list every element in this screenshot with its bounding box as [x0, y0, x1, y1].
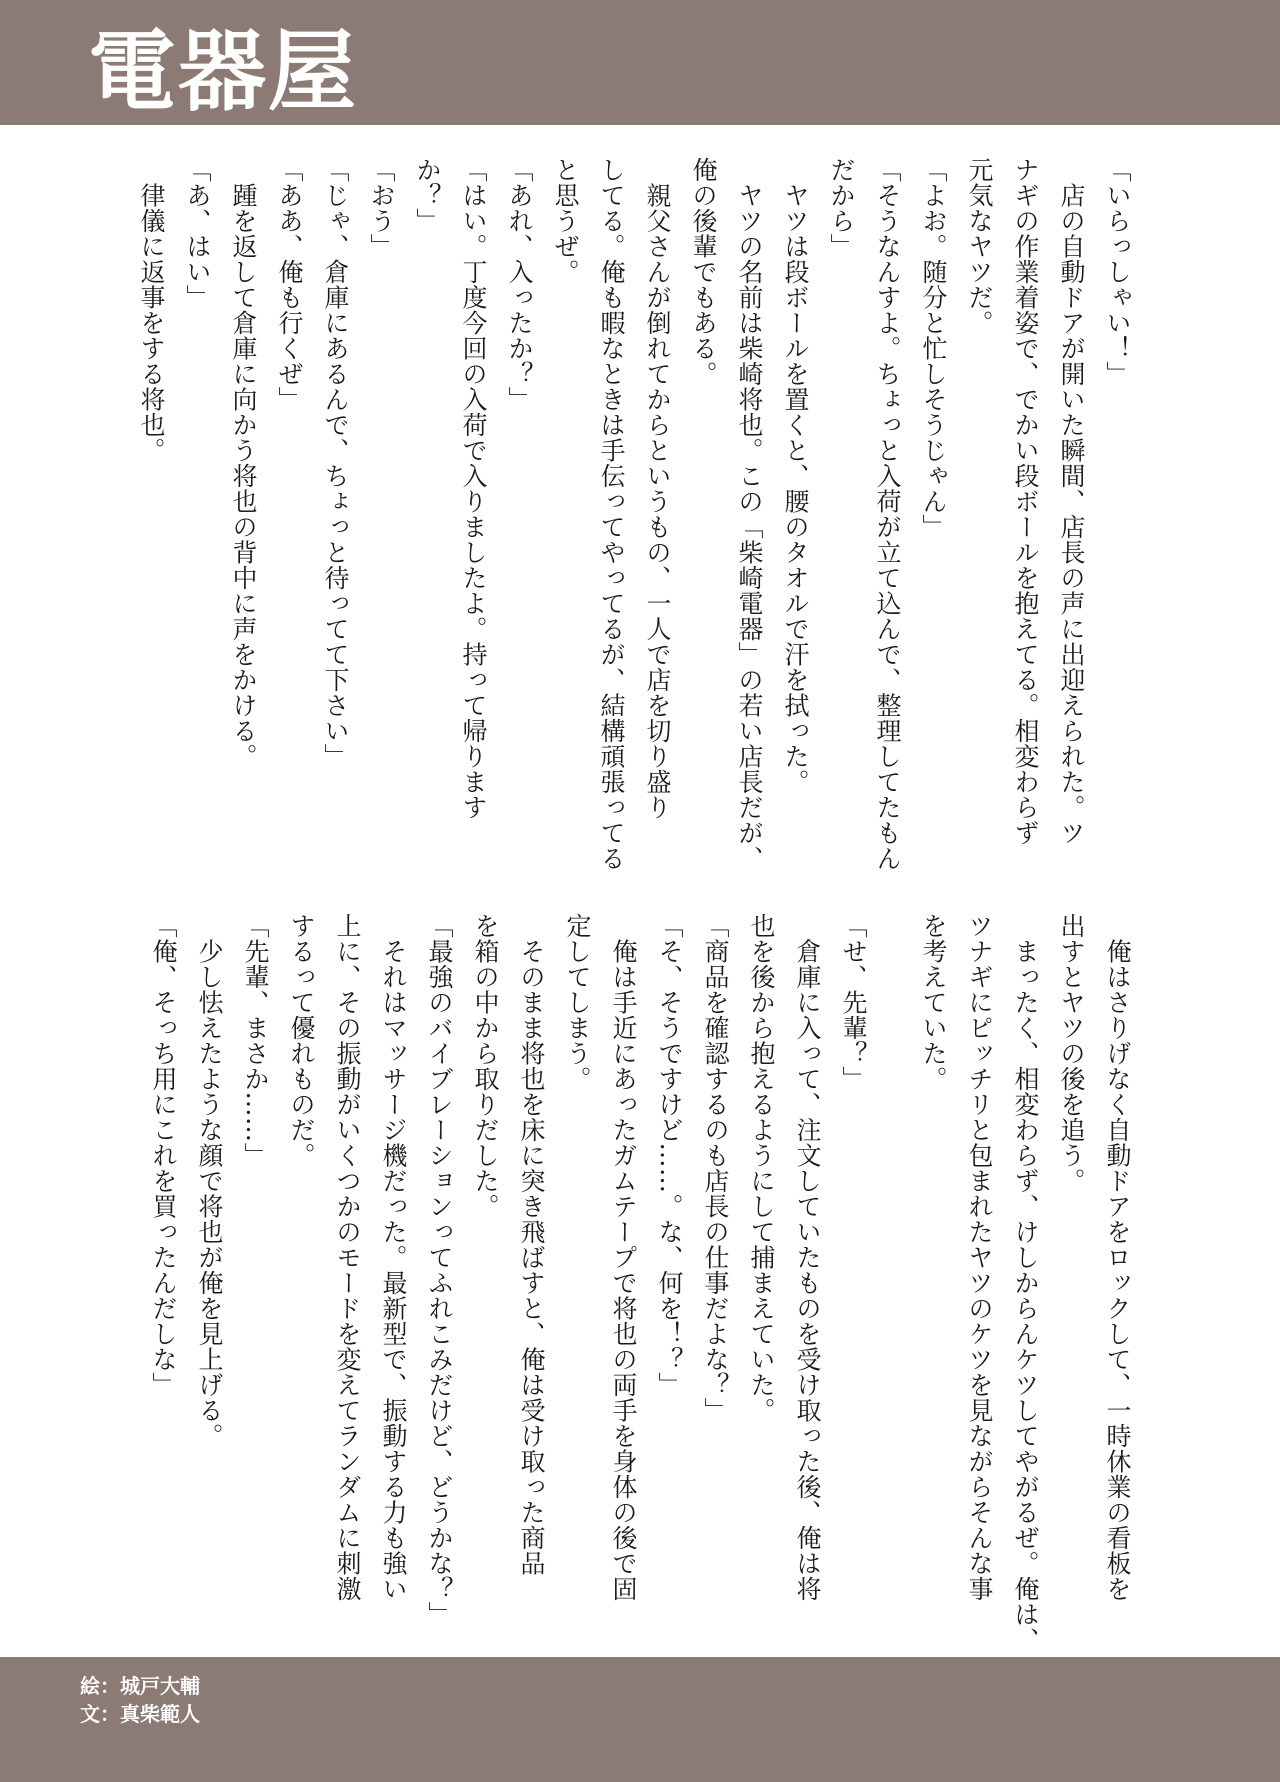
text-column: 定してしまう。: [563, 913, 592, 1092]
text-column: 店の自動ドアが開いた瞬間、店長の声に出迎えられた。ツ: [1057, 157, 1086, 846]
text-column: 律儀に返事をする将也。: [137, 157, 166, 463]
text-column: 「最強のバイブレーションってふれこみだけど、どうかな？」: [425, 913, 454, 1627]
text-column: ナギの作業着姿で、でかい段ボールを抱えてる。相変わらず: [1011, 157, 1040, 846]
text-column: 「そ、そうですけど……。な、何を！？」: [655, 913, 684, 1398]
text-column: ヤツの名前は柴崎将也。この「柴崎電器」の若い店長だが、: [735, 157, 764, 871]
text-column: 「あ、はい」: [183, 157, 212, 310]
text-column: を箱の中から取りだした。: [471, 913, 500, 1219]
text-column: 「ああ、俺も行くぜ」: [275, 157, 304, 412]
story-text-upper: [137, 157, 1140, 877]
text-column: 俺の後輩でもある。: [689, 157, 718, 387]
text-column: 元気なヤツだ。: [965, 157, 994, 336]
header-bar: [0, 0, 1280, 125]
text-column: 「あれ、入ったか？」: [505, 157, 534, 412]
text-column: それはマッサージ機だった。最新型で、振動する力も強い: [379, 913, 408, 1602]
text-column: 「先輩、まさか……」: [241, 913, 270, 1168]
text-column: ヤツは段ボールを置くと、腰のタオルで汗を拭った。: [781, 157, 810, 795]
text-column: を考えていた。: [919, 913, 948, 1092]
text-column: まったく、相変わらず、けしからんケツしてやがるぜ。俺は、: [1011, 913, 1040, 1653]
text-column: 也を後から抱えるようにして捕まえていた。: [747, 913, 776, 1423]
text-column: 「せ、先輩？」: [839, 913, 868, 1092]
text-column: 俺はさりげなく自動ドアをロックして、一時休業の看板を: [1103, 913, 1132, 1602]
page-title: 電器屋: [88, 20, 359, 123]
blank-column: [876, 913, 910, 1613]
illustration-credit: 絵：城戸大輔: [80, 1674, 200, 1698]
text-column: 「いらっしゃい！」: [1103, 157, 1132, 387]
text-column: 「はい。丁度今回の入荷で入りましたよ。持って帰ります: [459, 157, 488, 820]
text-column: 「商品を確認するのも店長の仕事だよな？」: [701, 913, 730, 1423]
text-column: そのまま将也を床に突き飛ばすと、俺は受け取った商品: [517, 913, 546, 1576]
text-column: 俺は手近にあったガムテープで将也の両手を身体の後で固: [609, 913, 638, 1602]
text-column: 「じゃ、倉庫にあるんで、ちょっと待ってて下さい」: [321, 157, 350, 769]
text-column: するって優れものだ。: [287, 913, 316, 1168]
story-text-lower: [140, 913, 1140, 1653]
text-column: と思うぜ。: [551, 157, 580, 285]
text-column: ツナギにピッチリと包まれたヤツのケツを見ながらそんな事: [965, 913, 994, 1602]
text-column: してる。俺も暇なときは手伝ってやってるが、結構頑張ってる: [597, 157, 626, 871]
text-column: 出すとヤツの後を追う。: [1057, 913, 1086, 1194]
text-column: 親父さんが倒れてからというもの、一人で店を切り盛り: [643, 157, 672, 820]
text-column: 「そうなんすよ。ちょっと入荷が立て込んで、整理してたもん: [873, 157, 902, 871]
text-column: だから」: [827, 157, 856, 259]
text-column: 「おう」: [367, 157, 396, 259]
text-credit: 文：真柴範人: [80, 1702, 200, 1726]
text-column: 倉庫に入って、注文していたものを受け取った後、俺は将: [793, 913, 822, 1602]
text-column: 踵を返して倉庫に向かう将也の背中に声をかける。: [229, 157, 258, 769]
text-column: 上に、その振動がいくつかのモードを変えてランダムに刺激: [333, 913, 362, 1602]
text-column: 「俺、そっち用にこれを買ったんだしな」: [149, 913, 178, 1398]
text-column: 少し怯えたような顔で将也が俺を見上げる。: [195, 913, 224, 1449]
text-column: 「よお。随分と忙しそうじゃん」: [919, 157, 948, 540]
text-column: か？」: [413, 157, 442, 234]
